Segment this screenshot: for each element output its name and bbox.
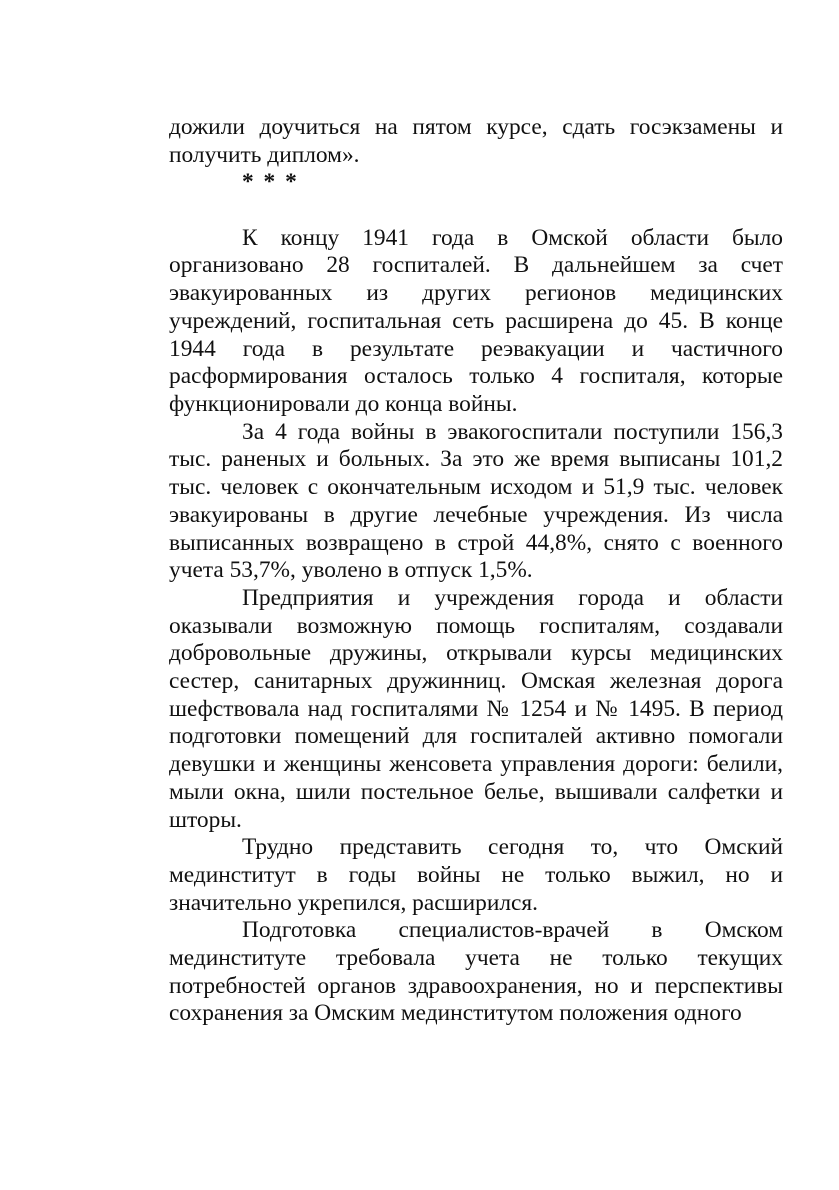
paragraph-continuation: дожили доучиться на пятом курсе, сдать госэкзамены и получить диплом». (169, 114, 783, 168)
paragraph-war-statistics: За 4 года войны в эвакогоспитали поступили 156,3 тыс. раненых и больных. За это же время выписаны 101,2 тыс. человек с окончательным исходом и 51,9 тыс. человек эвакуированы в другие лечебные учреждения. Из числа выписанных возвращено в строй 44,8%, снято с военного учета 53,7%, уволено в отпуск 1,5%. (169, 418, 783, 584)
paragraph-hospitals-1941: К концу 1941 года в Омской области было организовано 28 госпиталей. В дальнейшем за счет эвакуированных из других регионов медицинских учреждений, госпитальная сеть расширена до 45. В конце 1944 года в результате реэвакуации и частичного расформирования осталось только 4 госпиталя, которые функционировали до конца войны. (169, 224, 783, 417)
paragraph-medinstitute-survived: Трудно представить сегодня то, что Омский мединститут в годы войны не только выжил, но и значительно укрепился, расширился. (169, 834, 783, 916)
paragraph-training-specialists: Подготовка специалистов-врачей в Омском мединституте требовала учета не только текущих потребностей органов здравоохранения, но и перспективы сохранения за Омским мединститутом положения одного (169, 917, 783, 1027)
section-separator: * * * (242, 169, 299, 196)
blank-line (169, 197, 783, 225)
paragraph-enterprises-help: Предприятия и учреждения города и области оказывали возможную помощь госпиталям, создавали добровольные дружины, открывали курсы медицинских сестер, санитарных дружинниц. Омская железная дорога шефствовала над госпиталями № 1254 и № 1495. В период подготовки помещений для госпиталей активно помогали девушки и женщины женсовета управления дороги: белили, мыли окна, шили постельное белье, вышивали салфетки и шторы. (169, 584, 783, 833)
document-page (169, 114, 783, 1028)
